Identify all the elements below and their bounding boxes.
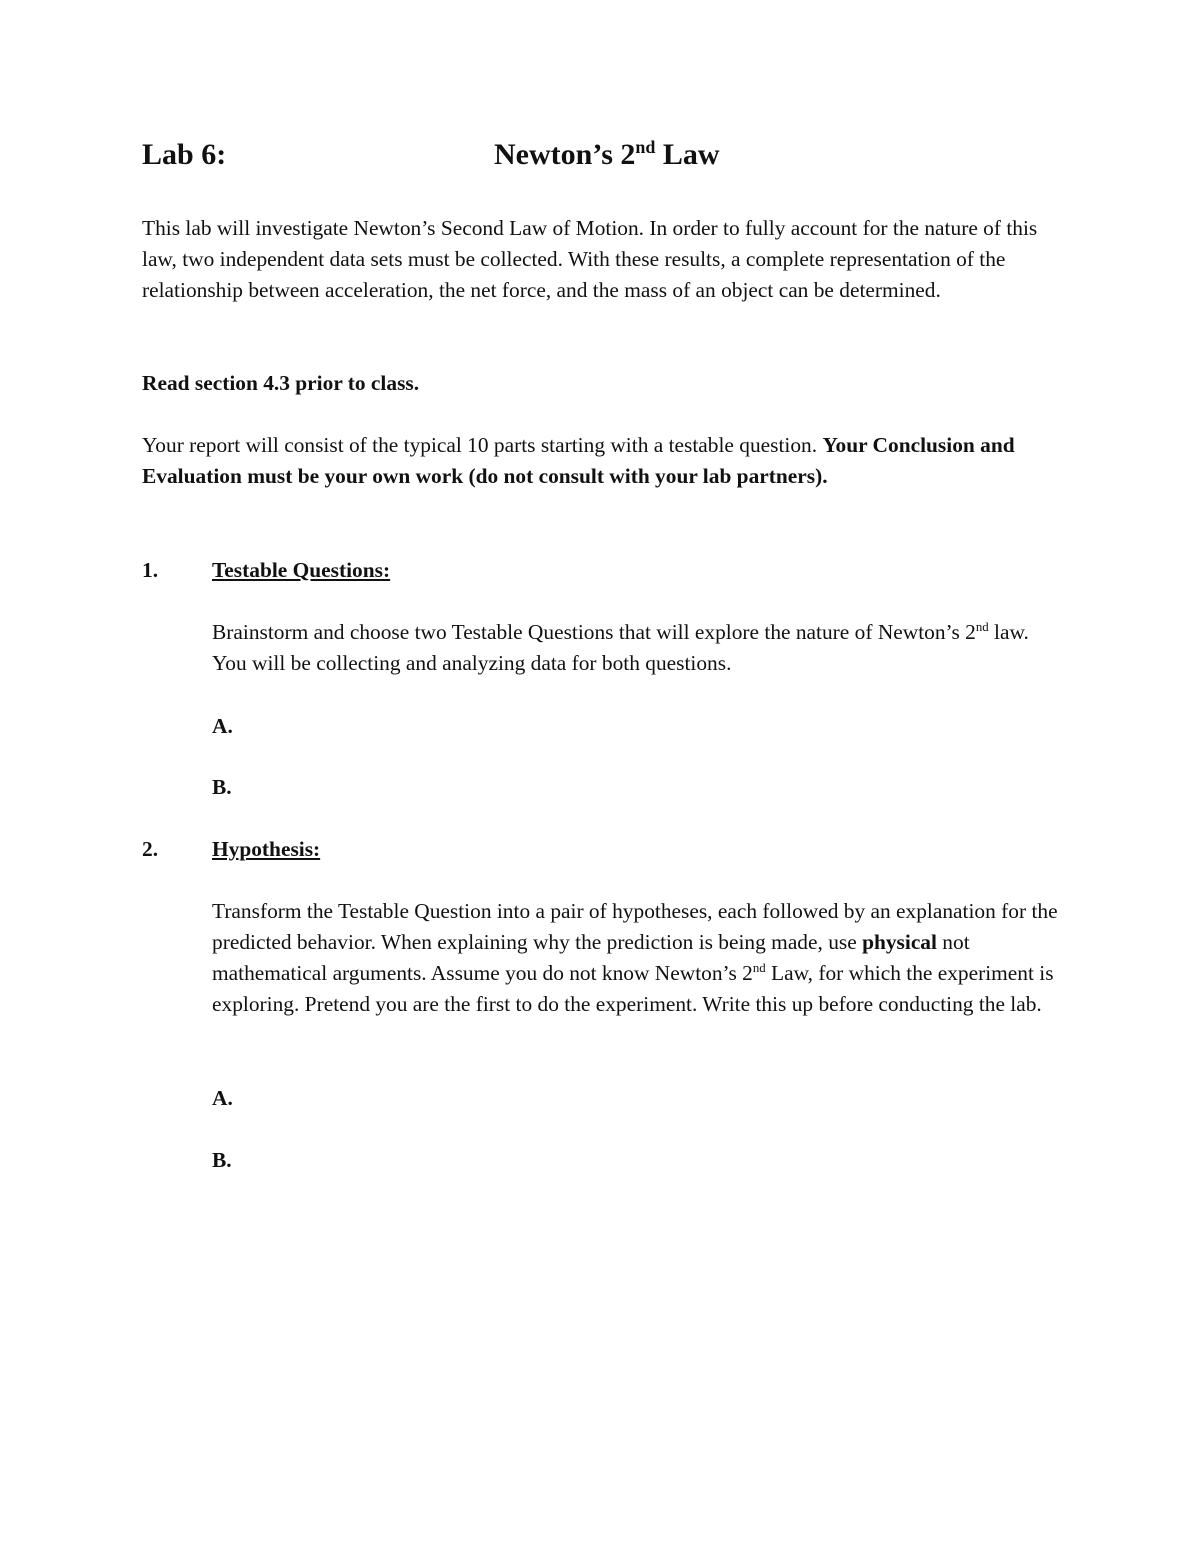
section-2-text: Transform the Testable Question into a pair of hypotheses, each followed by an explanation for the predicted behavior. When explaining why the prediction is being made, use — [212, 899, 1058, 954]
section-2-superscript: nd — [752, 960, 766, 975]
report-emphasis: Your Conclusion and Evaluation must be your own work (do not consult with your lab partners). — [142, 433, 1015, 488]
lab-name — [494, 138, 720, 172]
section-2-instructions — [212, 896, 1062, 1020]
section-2-emphasis: physical — [862, 930, 937, 954]
report-text: Your report will consist of the typical 10 parts starting with a testable question. — [142, 433, 823, 457]
section-1-superscript: nd — [975, 619, 989, 634]
lab-name-suffix: Law — [655, 138, 720, 171]
section-2-text-middle: not mathematical arguments. Assume you do not know Newton’s 2 — [212, 930, 970, 985]
section-1-text-end: law. You will be collecting and analyzing data for both questions. — [212, 620, 1029, 675]
lab-number: Lab 6: — [142, 138, 227, 171]
section-number: 2. — [142, 837, 159, 861]
section-1-instructions — [212, 617, 1062, 679]
section-title-testable-questions: Testable Questions: — [212, 558, 391, 582]
section-title-hypothesis: Hypothesis: — [212, 837, 321, 861]
hypothesis-item-b: B. — [212, 1148, 232, 1172]
lab-name-text: Newton’s 2 — [494, 138, 636, 171]
question-item-b: B. — [212, 775, 232, 799]
question-item-a: A. — [212, 714, 233, 738]
report-paragraph — [142, 430, 1072, 492]
section-2-text-end: Law, for which the experiment is exploring. Pretend you are the first to do the experiment. Write this up before conducting the lab. — [212, 961, 1054, 1016]
section-1-text: Brainstorm and choose two Testable Questions that will explore the nature of Newton’s 2 — [212, 620, 976, 644]
hypothesis-item-a: A. — [212, 1086, 233, 1110]
document-title — [142, 138, 1062, 184]
section-number: 1. — [142, 558, 159, 582]
intro-paragraph: This lab will investigate Newton’s Second Law of Motion. In order to fully account for the nature of this law, two independent data sets must be collected. With these results, a complete representation of the relationship between acceleration, the net force, and the mass of an object can be determined. — [142, 216, 1038, 302]
reading-note: Read section 4.3 prior to class. — [142, 371, 420, 395]
lab-name-superscript: nd — [635, 137, 656, 157]
